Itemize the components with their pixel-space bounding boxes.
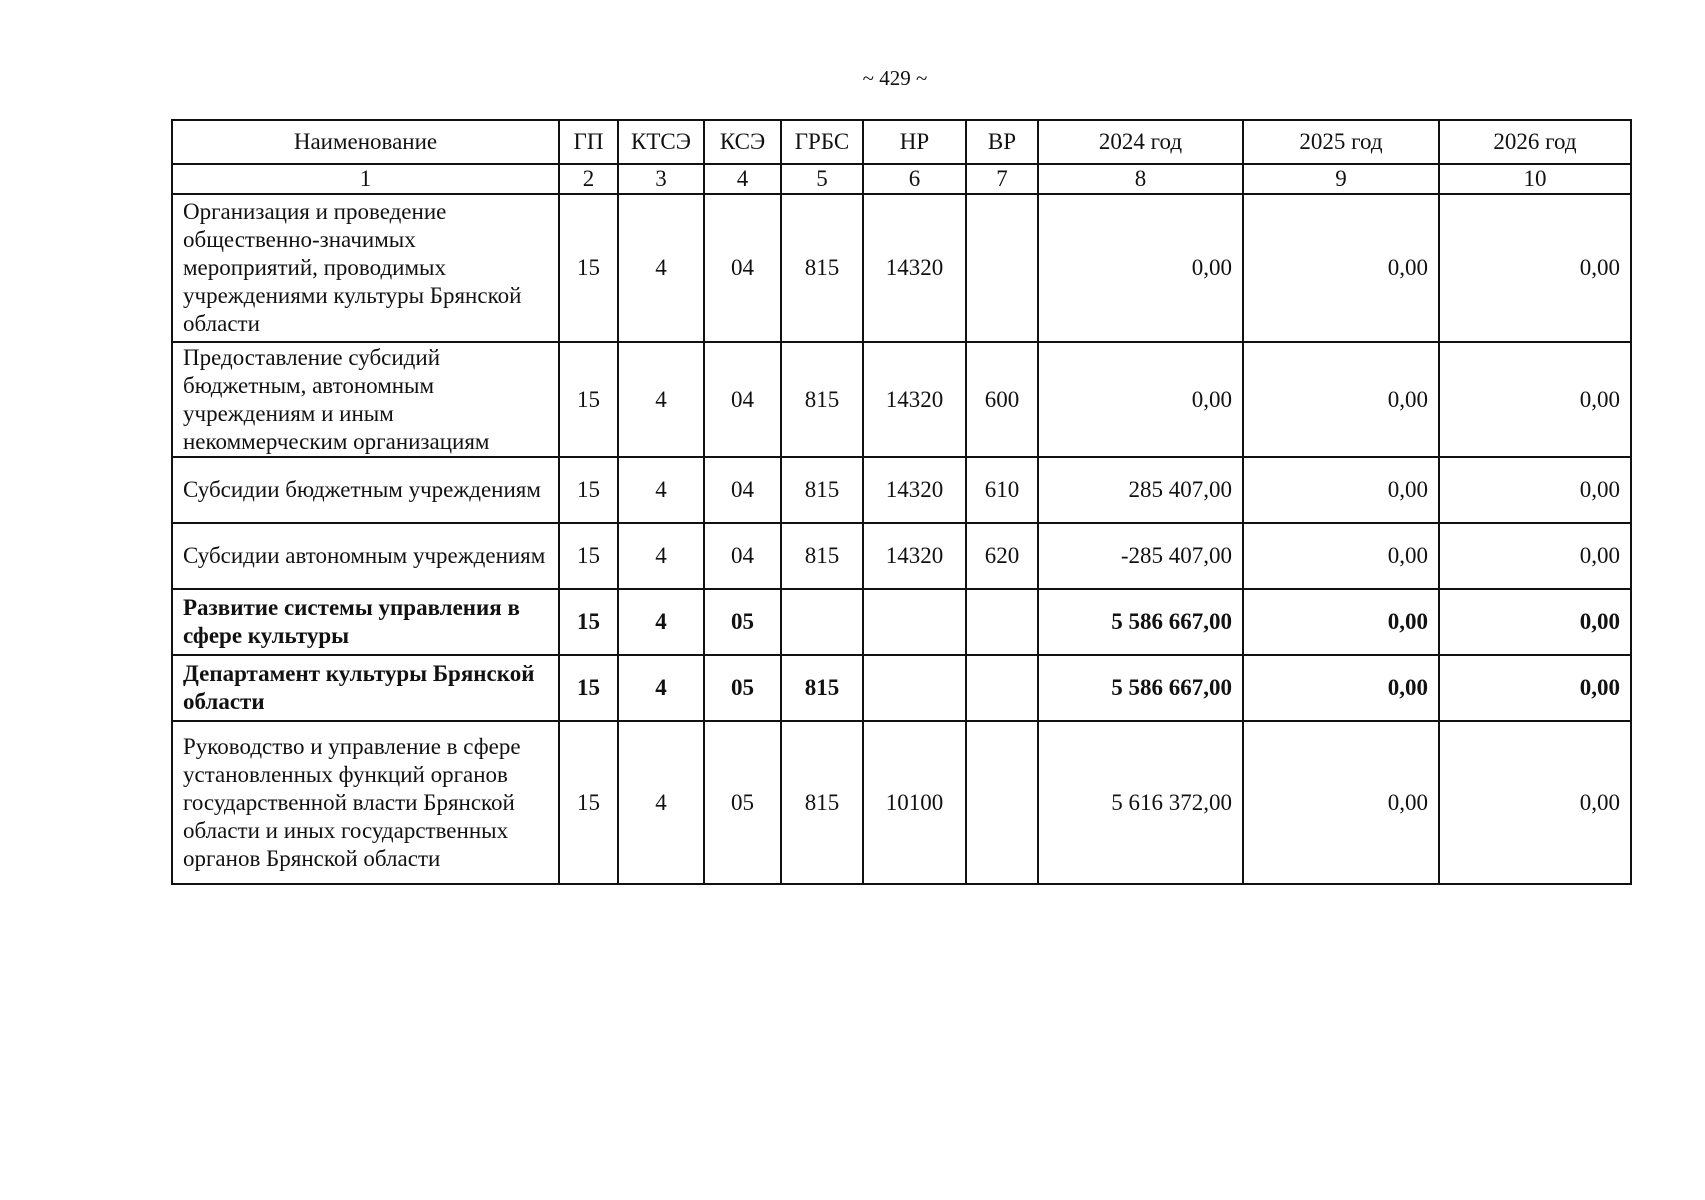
row-name: Развитие системы управления в сфере культуры <box>172 589 559 655</box>
column-number: 1 <box>172 164 559 194</box>
header-kse: КСЭ <box>704 120 781 164</box>
column-number: 8 <box>1038 164 1243 194</box>
row-ktse: 4 <box>618 194 704 342</box>
row-nr: 14320 <box>863 194 966 342</box>
row-gp: 15 <box>559 523 618 589</box>
column-number: 5 <box>781 164 863 194</box>
row-2026: 0,00 <box>1439 589 1631 655</box>
row-kse: 04 <box>704 342 781 457</box>
header-2026: 2026 год <box>1439 120 1631 164</box>
row-ktse: 4 <box>618 457 704 523</box>
row-gp: 15 <box>559 342 618 457</box>
row-name: Субсидии бюджетным учреждениям <box>172 457 559 523</box>
row-ktse: 4 <box>618 523 704 589</box>
row-name: Субсидии автономным учреждениям <box>172 523 559 589</box>
header-name: Наименование <box>172 120 559 164</box>
row-gp: 15 <box>559 194 618 342</box>
row-grbs: 815 <box>781 655 863 721</box>
row-grbs: 815 <box>781 342 863 457</box>
row-2025: 0,00 <box>1243 721 1439 884</box>
row-kse: 05 <box>704 721 781 884</box>
table-row <box>172 523 1631 589</box>
row-nr <box>863 589 966 655</box>
row-gp: 15 <box>559 655 618 721</box>
column-number: 4 <box>704 164 781 194</box>
table-row <box>172 655 1631 721</box>
row-vr <box>966 655 1038 721</box>
row-grbs <box>781 589 863 655</box>
row-gp: 15 <box>559 721 618 884</box>
table-row <box>172 342 1631 457</box>
table-row <box>172 589 1631 655</box>
row-2025: 0,00 <box>1243 342 1439 457</box>
header-ktse: КТСЭ <box>618 120 704 164</box>
row-gp: 15 <box>559 457 618 523</box>
row-name: Руководство и управление в сфере установленных функций органов государственной власти Брянской области и иных государственных органов Брянской области <box>172 721 559 884</box>
column-number: 6 <box>863 164 966 194</box>
table-row <box>172 721 1631 884</box>
row-kse: 04 <box>704 523 781 589</box>
row-nr: 14320 <box>863 457 966 523</box>
row-2024: 285 407,00 <box>1038 457 1243 523</box>
row-gp: 15 <box>559 589 618 655</box>
row-grbs: 815 <box>781 523 863 589</box>
row-2026: 0,00 <box>1439 457 1631 523</box>
column-number: 3 <box>618 164 704 194</box>
column-number: 7 <box>966 164 1038 194</box>
row-name: Предоставление субсидий бюджетным, автономным учреждениям и иным некоммерческим организациям <box>172 342 559 457</box>
row-grbs: 815 <box>781 721 863 884</box>
column-number-row <box>172 164 1631 194</box>
row-vr <box>966 589 1038 655</box>
row-name: Департамент культуры Брянской области <box>172 655 559 721</box>
row-2024: 5 586 667,00 <box>1038 655 1243 721</box>
row-vr: 600 <box>966 342 1038 457</box>
header-nr: НР <box>863 120 966 164</box>
row-vr <box>966 721 1038 884</box>
row-2026: 0,00 <box>1439 721 1631 884</box>
row-2024: 5 586 667,00 <box>1038 589 1243 655</box>
row-2024: 0,00 <box>1038 194 1243 342</box>
row-2025: 0,00 <box>1243 457 1439 523</box>
row-ktse: 4 <box>618 342 704 457</box>
row-vr: 610 <box>966 457 1038 523</box>
row-nr: 14320 <box>863 342 966 457</box>
row-2024: -285 407,00 <box>1038 523 1243 589</box>
page-number: ~ 429 ~ <box>862 66 928 90</box>
row-kse: 05 <box>704 589 781 655</box>
budget-table <box>171 119 1632 885</box>
row-kse: 04 <box>704 457 781 523</box>
row-2025: 0,00 <box>1243 194 1439 342</box>
row-2025: 0,00 <box>1243 655 1439 721</box>
row-kse: 05 <box>704 655 781 721</box>
header-grbs: ГРБС <box>781 120 863 164</box>
header-2025: 2025 год <box>1243 120 1439 164</box>
header-row <box>172 120 1631 164</box>
row-nr: 10100 <box>863 721 966 884</box>
row-name: Организация и проведение общественно-значимых мероприятий, проводимых учреждениями культуры Брянской области <box>172 194 559 342</box>
row-vr <box>966 194 1038 342</box>
row-nr: 14320 <box>863 523 966 589</box>
row-2025: 0,00 <box>1243 589 1439 655</box>
row-2024: 5 616 372,00 <box>1038 721 1243 884</box>
header-gp: ГП <box>559 120 618 164</box>
row-ktse: 4 <box>618 721 704 884</box>
row-grbs: 815 <box>781 194 863 342</box>
header-vr: ВР <box>966 120 1038 164</box>
row-vr: 620 <box>966 523 1038 589</box>
column-number: 9 <box>1243 164 1439 194</box>
column-number: 2 <box>559 164 618 194</box>
row-2025: 0,00 <box>1243 523 1439 589</box>
row-2026: 0,00 <box>1439 523 1631 589</box>
row-grbs: 815 <box>781 457 863 523</box>
table-row <box>172 457 1631 523</box>
row-kse: 04 <box>704 194 781 342</box>
row-2026: 0,00 <box>1439 655 1631 721</box>
row-ktse: 4 <box>618 655 704 721</box>
header-2024: 2024 год <box>1038 120 1243 164</box>
row-2026: 0,00 <box>1439 194 1631 342</box>
row-nr <box>863 655 966 721</box>
row-2026: 0,00 <box>1439 342 1631 457</box>
table-row <box>172 194 1631 342</box>
row-2024: 0,00 <box>1038 342 1243 457</box>
column-number: 10 <box>1439 164 1631 194</box>
row-ktse: 4 <box>618 589 704 655</box>
